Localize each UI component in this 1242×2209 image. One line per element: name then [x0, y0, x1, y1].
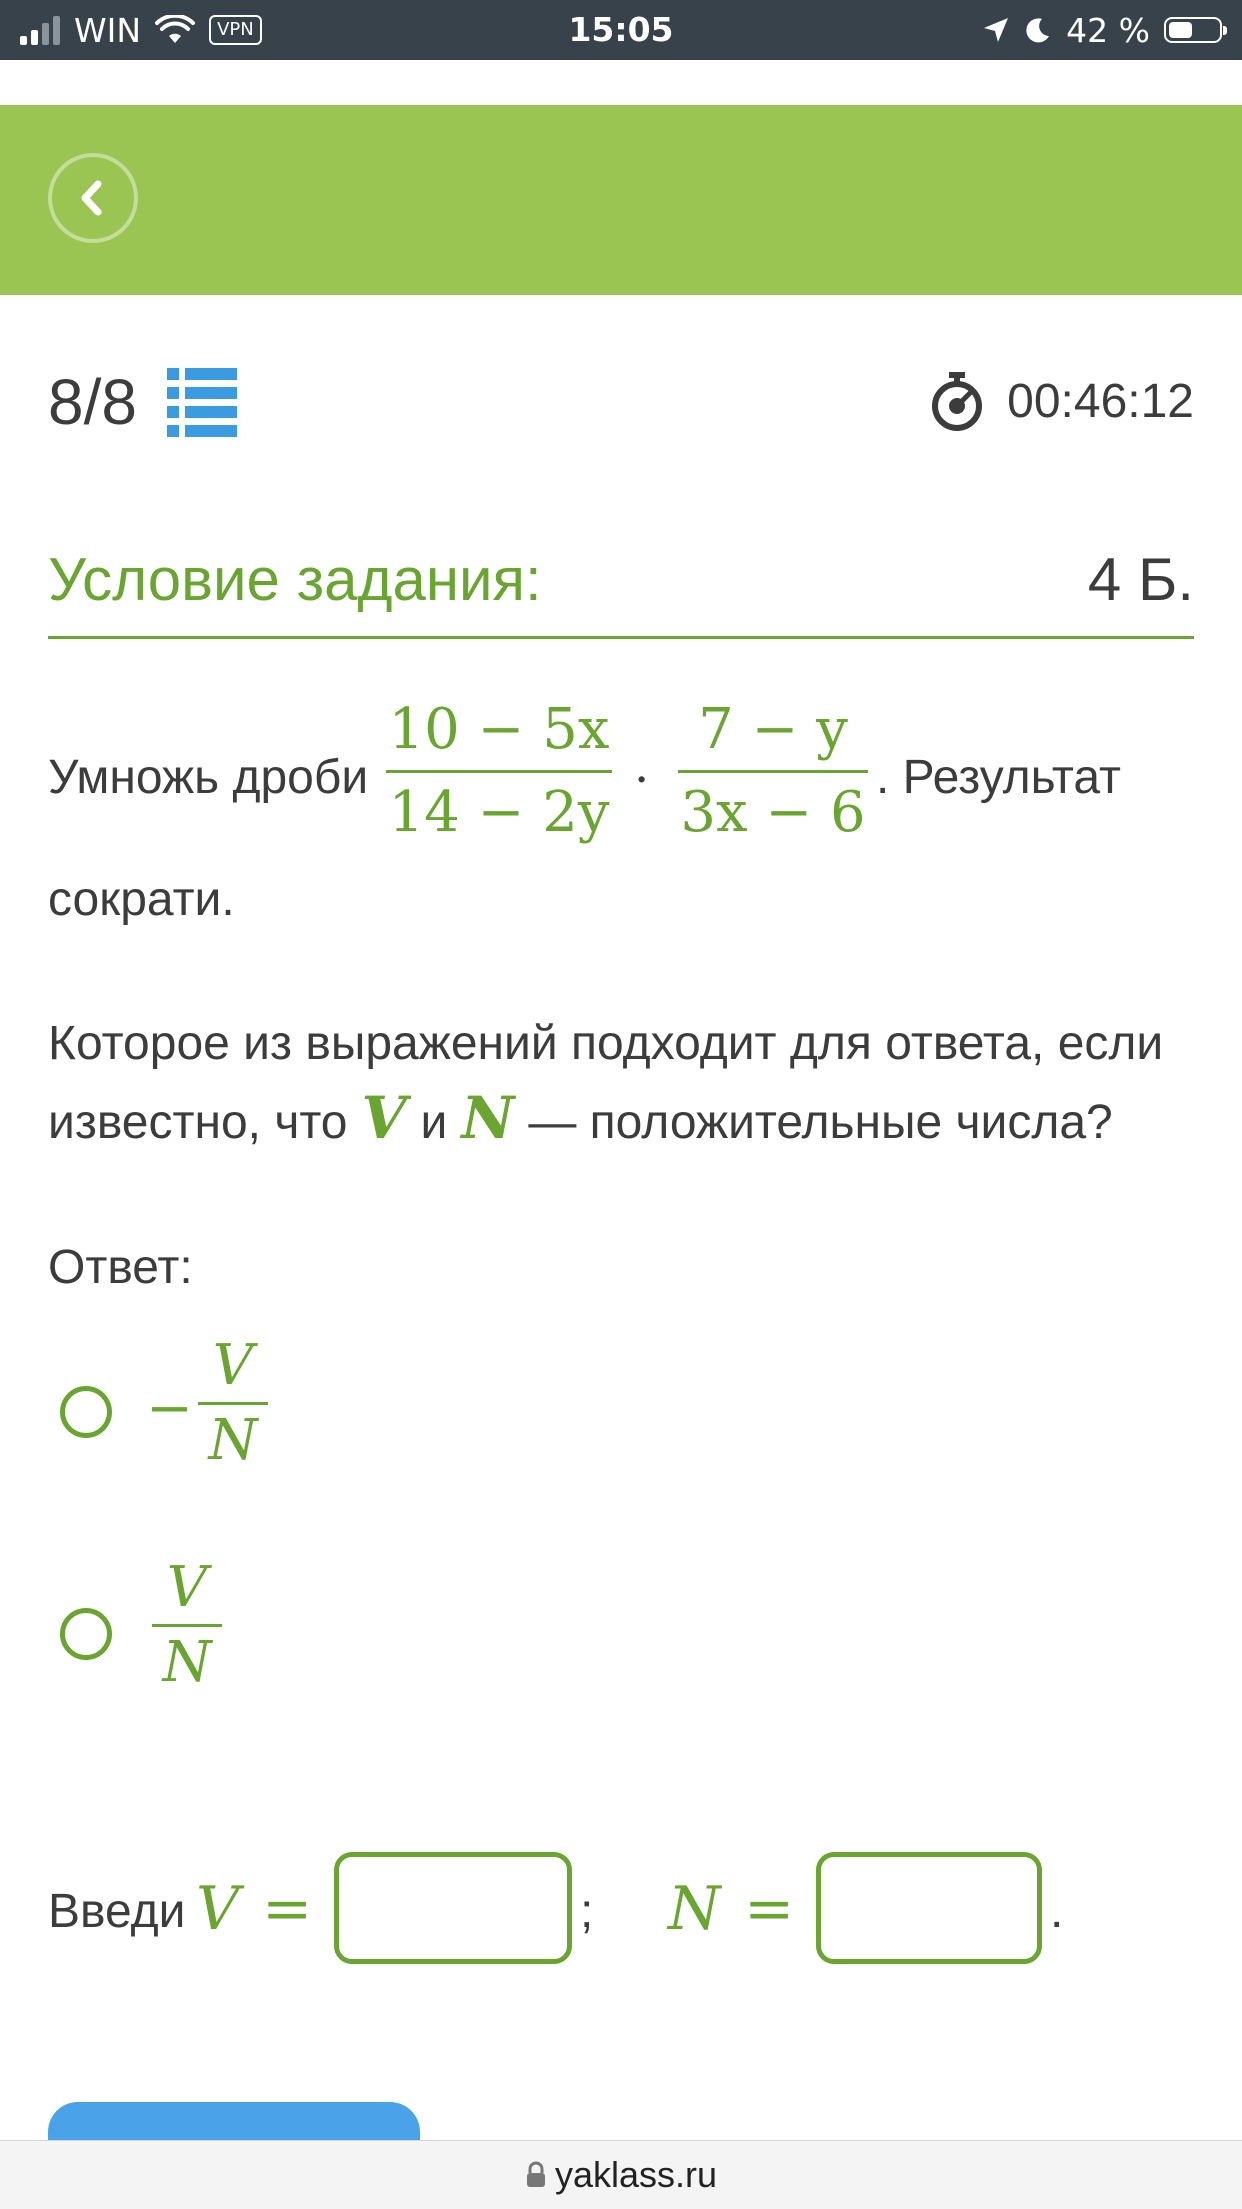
enter-semicolon: ;	[580, 1885, 594, 1938]
question-line-2	[48, 1084, 1113, 1152]
answer-option-1-fraction	[198, 1333, 268, 1473]
fraction-2	[678, 697, 868, 845]
enter-v-variable: V	[196, 1874, 240, 1944]
fraction-1-numerator: 10 − 5x	[388, 697, 610, 762]
question-suffix: — положительные числа?	[528, 1096, 1113, 1149]
answer-option-1-sign: −	[146, 1376, 193, 1441]
stopwatch-icon	[929, 370, 985, 432]
condition-divider	[48, 636, 1194, 639]
task-suffix: . Результат	[876, 751, 1121, 804]
clock: 15:05	[568, 10, 674, 49]
battery-percent: 42 %	[1066, 10, 1150, 50]
timer-value: 00:46:12	[1007, 374, 1194, 428]
enter-period: .	[1050, 1885, 1064, 1938]
answer-option-2-fraction	[152, 1555, 222, 1695]
fraction-1-denominator: 14 − 2y	[388, 780, 610, 845]
chevron-left-icon	[73, 178, 113, 218]
browser-domain: yaklass.ru	[554, 2154, 718, 2195]
task-points: 4 Б.	[1087, 546, 1194, 613]
carrier-label: WIN	[74, 10, 142, 50]
back-button[interactable]	[48, 153, 138, 243]
task-line-2: сократи.	[48, 873, 235, 926]
enter-label: Введи	[48, 1885, 186, 1938]
enter-n-variable: N	[668, 1874, 721, 1944]
task-progress	[48, 365, 237, 439]
condition-title: Условие задания:	[48, 546, 542, 613]
battery-icon	[1164, 17, 1222, 43]
vpn-badge: VPN	[209, 15, 262, 45]
question-and: и	[420, 1096, 448, 1149]
answer-option-1-denominator: N	[208, 1408, 258, 1473]
variable-v: V	[361, 1084, 407, 1152]
app-header	[0, 105, 1242, 295]
task-prefix: Умножь дроби	[48, 751, 369, 804]
n-input[interactable]	[816, 1852, 1042, 1964]
browser-address-bar[interactable]	[0, 2140, 1242, 2209]
answer-label: Ответ:	[48, 1241, 193, 1294]
answer-option-2-denominator: N	[162, 1630, 212, 1695]
progress-counter: 8/8	[48, 366, 137, 438]
answer-option-2-radio[interactable]	[60, 1608, 112, 1660]
status-bar	[0, 0, 1242, 60]
enter-v-equals: =	[262, 1874, 313, 1944]
answer-option-1-radio[interactable]	[60, 1386, 112, 1438]
fraction-2-numerator: 7 − y	[698, 697, 848, 762]
timer	[929, 370, 1194, 432]
moon-icon	[1024, 16, 1052, 44]
question-line-1: Которое из выражений подходит для ответа, если	[48, 1017, 1164, 1070]
answer-option-1-numerator: V	[212, 1333, 254, 1398]
answer-option-2-numerator: V	[166, 1555, 208, 1620]
lock-icon	[525, 2161, 547, 2189]
fraction-1	[386, 697, 612, 845]
task-list-icon[interactable]	[167, 368, 237, 437]
enter-n-equals: =	[744, 1874, 795, 1944]
question-prefix: известно, что	[48, 1096, 348, 1149]
v-input[interactable]	[334, 1852, 572, 1964]
multiply-dot: ·	[634, 752, 650, 808]
variable-n: N	[461, 1084, 515, 1152]
fraction-2-denominator: 3x − 6	[680, 780, 866, 845]
location-arrow-icon	[982, 16, 1010, 44]
